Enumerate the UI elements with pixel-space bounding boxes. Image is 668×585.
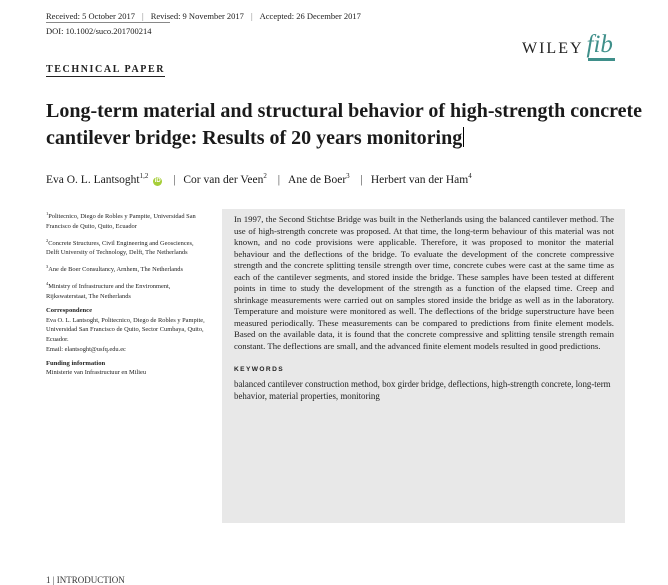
title-text: Long-term material and structural behavior of high-strength concrete cantilever bridge: Results of 20 years monitoring — [46, 100, 643, 149]
correspondence-email[interactable]: Email: elantsoght@usfq.edu.ec — [46, 345, 126, 353]
affiliation — [46, 262, 206, 275]
page-title — [46, 98, 646, 152]
article-type — [46, 64, 165, 75]
affiliations-column — [46, 209, 206, 382]
next-section-heading: 1 | INTRODUCTION — [46, 575, 125, 585]
header-rule — [46, 22, 170, 23]
author-list — [46, 172, 472, 186]
affiliation — [46, 209, 206, 231]
fib-logo-text: fib — [586, 31, 613, 58]
doi[interactable]: DOI: 10.1002/suco.201700214 — [46, 26, 152, 36]
author-separator: | — [360, 174, 363, 186]
submission-dates — [46, 11, 361, 21]
date-separator: | — [141, 11, 144, 21]
accepted-date: Accepted: 26 December 2017 — [259, 11, 361, 21]
author-affil-sup: 2 — [263, 172, 267, 180]
correspondence-heading: Correspondence — [46, 307, 93, 315]
author-name: Cor van der Veen — [183, 174, 264, 186]
abstract-box — [222, 209, 625, 523]
author-separator: | — [173, 174, 176, 186]
affiliation-text: Politecnico, Diego de Robles y Pampite, Universidad San Francisco de Quito, Quito, Ecuador — [46, 213, 196, 230]
fib-logo-bar — [588, 58, 615, 61]
publisher-logo — [522, 32, 613, 66]
wiley-logo: WILEY — [522, 40, 584, 57]
affiliation-text: Ministry of Infrastructure and the Environment, Rijkswaterstaat, The Netherlands — [46, 283, 171, 301]
affiliation — [46, 236, 206, 258]
correspondence-text: Eva O. L. Lantsoght, Politecnico, Diego de Robles y Pampite, Universidad San Francisco de Quito, Sector Cumbaya, Quito, Ecuador. — [46, 316, 205, 343]
article-type-underline — [46, 76, 165, 77]
author-name: Ane de Boer — [288, 174, 347, 186]
affiliation-sup: 4 — [46, 281, 49, 287]
affiliation-sup: 2 — [46, 237, 49, 243]
affiliation — [46, 279, 206, 301]
received-date: Received: 5 October 2017 — [46, 11, 135, 21]
correspondence-block — [46, 316, 206, 354]
author-separator: | — [277, 174, 281, 186]
author-affil-sup: 3 — [346, 172, 350, 180]
text-cursor — [463, 127, 464, 147]
orcid-icon[interactable]: iD — [154, 178, 161, 184]
author-name: Eva O. L. Lantsoght — [46, 174, 140, 186]
author-name: Herbert van der Ham — [370, 174, 469, 186]
fib-logo — [587, 32, 613, 58]
funding-text: Ministerie van Infrastructuur en Milieu — [46, 369, 147, 377]
funding-heading: Funding information — [46, 359, 106, 367]
affiliation-sup: 3 — [46, 264, 49, 270]
affiliation-sup: 1 — [46, 211, 49, 216]
article-type-label: TECHNICAL PAPER — [46, 64, 166, 75]
keywords-text: balanced cantilever construction method, box girder bridge, deflections, high-strength concrete, long-term behavior, material properties, monitoring — [234, 378, 611, 401]
abstract-text: In 1997, the Second Stichtse Bridge was built in the Netherlands using the balanced cantilever method. The use of high-strength concrete was proposed. At that time, the long-term behaviour of this material was not known, and no code provisions were applicable. Therefore, it was proposed to monitor the material behaviour and the deflections of the bridge. To evaluate the development of the concrete compressive strength and the concrete splitting tensile strength over time, concrete cubes were cast at the same time as each of the cantilever segments, and stored inside the bridge. These samples have been tested at different points in time to study the development of the strength as a function of the elapsed time. Creep and shrinkage measurements were carried out on samples stored inside the bridge as well as in the laboratory. Temperature and moisture were monitored as well. The deflections of the bridge superstructure have been measured periodically. These measurements can be compared to predictions from finite element models. Based on the available data, it is found that the concrete compressive and splitting tensile strength remain constant. The deflections are small, and the advanced finite element models resulted in good predictions. — [234, 214, 614, 352]
revised-date: Revised: 9 November 2017 — [150, 11, 244, 21]
keywords-heading: KEYWORDS — [234, 365, 285, 373]
author-affil-sup: 4 — [468, 172, 472, 180]
affiliation-text: Ane de Boer Consultancy, Arnhem, The Netherlands — [48, 266, 183, 274]
author-affil-sup: 1,2 — [139, 172, 149, 180]
affiliation-text: Concrete Structures, Civil Engineering and Geosciences, Delft University of Technology, Delft, The Netherlands — [46, 239, 194, 257]
date-separator: | — [250, 11, 253, 21]
